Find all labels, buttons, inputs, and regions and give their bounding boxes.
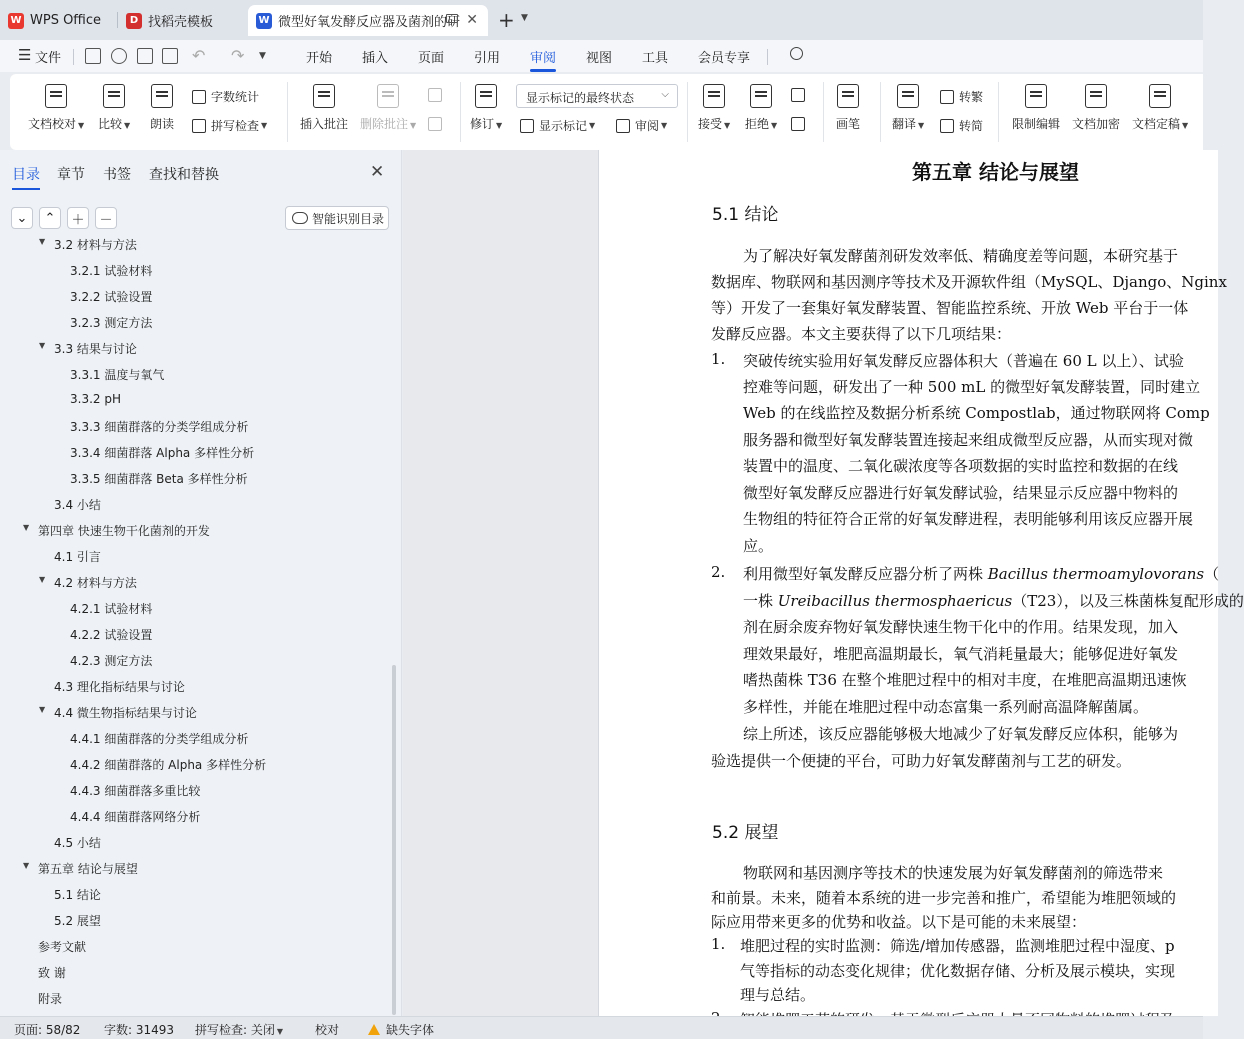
tab-bookmarks[interactable]: 书签 xyxy=(103,167,131,183)
compare-label: 比较 xyxy=(98,117,123,131)
tab-wps-office[interactable] xyxy=(8,5,112,36)
toc-item-label: 3.3 结果与讨论 xyxy=(54,342,137,356)
tab-find-replace[interactable]: 查找和替换 xyxy=(149,167,219,183)
paragraph-line: 综上所述，该反应器能够极大地减少了好氧发酵反应体积，能够为 xyxy=(743,725,1179,743)
accept-button[interactable]: 接受 ▼ xyxy=(698,84,730,132)
paragraph-line: 为了解决好氧发酵菌剂研发效率低、精确度差等问题，本研究基于 xyxy=(743,247,1179,265)
menu-page[interactable]: 页面 xyxy=(418,51,445,66)
list-item-line: 理与总结。 xyxy=(740,986,816,1004)
expand-toggle-icon[interactable]: ▼ xyxy=(39,705,46,714)
toc-item[interactable] xyxy=(38,964,66,981)
word-count-icon xyxy=(192,90,206,104)
prev-revision-icon xyxy=(791,88,805,102)
toc-item-label: 第四章 快速生物干化菌剂的开发 xyxy=(38,524,210,538)
search-icon[interactable] xyxy=(790,47,803,60)
toc-item[interactable] xyxy=(39,574,137,591)
toc-item-label: 3.2.1 试验材料 xyxy=(70,264,153,278)
restrict-edit-label: 限制编辑 xyxy=(1012,117,1061,131)
toc-item[interactable] xyxy=(39,340,137,357)
toc-item[interactable] xyxy=(23,860,138,877)
previous-revision-button[interactable] xyxy=(791,88,810,102)
toc-item-label: 4.4.3 细菌群落多重比较 xyxy=(70,784,201,798)
text-run: （ xyxy=(1204,565,1220,583)
comment-add-icon xyxy=(313,84,335,108)
toc-item-label: 4.4.2 细菌群落的 Alpha 多样性分析 xyxy=(70,758,267,772)
list-item-line: 多样性，并能在堆肥过程中动态富集一系列耐高温降解菌属。 xyxy=(743,698,1149,716)
add-heading-button[interactable] xyxy=(67,207,89,229)
list-item-line: 堆肥过程的实时监测：筛选/增加传感器，监测堆肥过程中湿度、p xyxy=(740,937,1175,955)
list-item-line: 服务器和微型好氧发酵装置连接起来组成微型反应器，从而实现对微 xyxy=(743,431,1194,449)
paragraph-line: 发酵反应器。本文主要获得了以下几项结果： xyxy=(711,325,1012,343)
expand-toggle-icon[interactable]: ▼ xyxy=(23,861,30,870)
finalize-doc-icon xyxy=(1149,84,1171,108)
ai-icon xyxy=(292,212,308,224)
toc-item[interactable] xyxy=(70,600,152,617)
spell-check-status[interactable]: 拼写检查: 关闭 ▼ xyxy=(195,1023,284,1037)
list-item-line: 理效果最好，堆肥高温期最长，氧气消耗量最大；能够促进好氧发 xyxy=(743,645,1179,663)
close-icon[interactable]: ✕ xyxy=(466,12,478,28)
doc-proof-button[interactable]: 文档校对 ▼ xyxy=(28,84,84,132)
toc-item-label: 参考文献 xyxy=(38,940,87,954)
toc-item[interactable] xyxy=(38,990,62,1007)
word-count-status[interactable]: 字数: 31493 xyxy=(104,1023,175,1037)
markup-state-value: 显示标记的最终状态 xyxy=(526,91,635,105)
expand-toggle-icon[interactable]: ▼ xyxy=(23,523,30,532)
revise-label: 修订 xyxy=(470,117,495,131)
undo-icon[interactable]: ↶ xyxy=(192,46,206,65)
lock-doc-icon xyxy=(1025,84,1047,108)
finalize-button[interactable]: 文档定稿 ▼ xyxy=(1132,84,1188,132)
tab-sections[interactable]: 章节 xyxy=(57,167,85,183)
chapter-title: 第五章 结论与展望 xyxy=(912,160,1079,184)
paragraph-line: 物联网和基因测序等技术的快速发展为好氧发酵菌剂的筛选带来 xyxy=(743,864,1164,882)
list-number: 1. xyxy=(711,935,726,953)
to-traditional-label: 转繁 xyxy=(959,90,984,104)
review-pane-icon xyxy=(616,119,630,133)
menu-review[interactable]: 审阅 xyxy=(530,47,556,66)
review-pane-button[interactable]: 审阅 ▼ xyxy=(616,117,667,134)
paragraph-line: 际应用带来更多的优势和收益。以下是可能的未来展望： xyxy=(711,913,1087,931)
print-preview-icon[interactable] xyxy=(162,48,178,64)
paragraph-line: 等）开发了一套集好氧发酵装置、智能监控系统、开放 Web 平台于一体 xyxy=(711,299,1189,317)
encrypt-button[interactable] xyxy=(1072,84,1120,132)
tab-label: WPS Office xyxy=(30,13,102,28)
prev-comment-icon xyxy=(428,88,442,102)
chevron-down-icon[interactable]: ▼ xyxy=(259,51,266,61)
encrypt-doc-icon xyxy=(1085,84,1107,108)
list-number: 1. xyxy=(711,350,726,368)
to-simplified-button[interactable] xyxy=(940,117,983,134)
list-item-line: 生物组的特征符合正常的好氧发酵进程，表明能够利用该反应器开展 xyxy=(743,510,1194,528)
tab-template[interactable] xyxy=(126,5,244,36)
ribbon-separator xyxy=(687,82,688,142)
list-item-line: 嗜热菌株 T36 在整个堆肥过程中的相对丰度，在堆肥高温期迅速恢 xyxy=(743,671,1187,689)
chevron-up-icon: ⌃ xyxy=(44,210,56,226)
toc-item[interactable] xyxy=(54,678,185,695)
document-page[interactable] xyxy=(598,150,1244,1016)
scrollbar-thumb[interactable] xyxy=(392,665,396,1015)
toc-item[interactable] xyxy=(39,704,197,721)
translate-label: 翻译 xyxy=(892,117,917,131)
toc-item-label: 第五章 结论与展望 xyxy=(38,862,138,876)
navigation-pane xyxy=(0,150,402,1016)
compare-button[interactable]: 比较 ▼ xyxy=(98,84,130,132)
spell-check-icon xyxy=(192,119,206,133)
toc-item[interactable] xyxy=(70,366,164,383)
text-run: 利用微型好氧发酵反应器分析了两株 xyxy=(743,565,988,583)
list-item-line: Web 的在线监控及数据分析系统 Compostlab，通过物联网将 Comp xyxy=(743,404,1210,422)
toc-item[interactable] xyxy=(70,262,152,279)
word-count-label: 字数统计 xyxy=(211,90,260,104)
next-comment-icon xyxy=(428,117,442,131)
reject-icon xyxy=(750,84,772,108)
text-run: 一株 xyxy=(743,592,778,610)
toc-item-label: 3.2.3 测定方法 xyxy=(70,316,153,330)
chevron-down-icon[interactable]: ▼ xyxy=(521,13,528,23)
next-revision-button[interactable] xyxy=(791,117,810,131)
toc-item[interactable] xyxy=(70,626,152,643)
toc-item-label: 5.2 展望 xyxy=(54,914,101,928)
ribbon-separator xyxy=(823,82,824,142)
markup-state-dropdown[interactable] xyxy=(516,84,678,108)
translate-button[interactable]: 翻译 ▼ xyxy=(892,84,924,132)
toc-item[interactable] xyxy=(54,496,101,513)
ribbon-separator xyxy=(880,82,881,142)
toc-list xyxy=(0,237,395,1016)
docer-logo-icon: D xyxy=(126,13,142,29)
list-item-line: 装置中的温度、二氧化碳浓度等各项数据的实时监控和数据的在线 xyxy=(743,457,1179,475)
print-icon[interactable] xyxy=(137,48,153,64)
menu-references[interactable]: 引用 xyxy=(474,51,501,66)
toc-item[interactable] xyxy=(38,938,86,955)
accept-icon xyxy=(703,84,725,108)
smart-toc-button[interactable] xyxy=(285,206,389,230)
missing-font-status[interactable] xyxy=(368,1021,434,1038)
traditional-icon xyxy=(940,90,954,104)
writer-logo-icon: W xyxy=(256,13,272,29)
simplified-icon xyxy=(940,119,954,133)
menu-insert[interactable]: 插入 xyxy=(362,51,389,66)
toc-item[interactable] xyxy=(54,548,101,565)
toc-item[interactable] xyxy=(70,652,152,669)
spell-check-button[interactable]: 拼写检查 ▼ xyxy=(192,117,267,134)
tab-label: 微型好氧发酵反应器及菌剂的研 xyxy=(278,15,461,30)
warning-icon xyxy=(368,1024,380,1035)
toc-item-label: 4.2.1 试验材料 xyxy=(70,602,153,616)
show-markup-button[interactable]: 显示标记 ▼ xyxy=(520,117,595,134)
toc-item[interactable] xyxy=(54,886,101,903)
missing-font-label: 缺失字体 xyxy=(386,1023,435,1037)
hamburger-icon[interactable]: ☰ xyxy=(18,46,32,64)
next-revision-icon xyxy=(791,117,805,131)
toc-item-label: 4.5 小结 xyxy=(54,836,101,850)
list-item-line: 应。 xyxy=(743,537,774,555)
toc-item-label: 3.2.2 试验设置 xyxy=(70,290,153,304)
toc-item-label: 4.3 理化指标结果与讨论 xyxy=(54,680,185,694)
doc-proof-icon xyxy=(45,84,67,108)
toc-item-label: 4.4.1 细菌群落的分类学组成分析 xyxy=(70,732,249,746)
spell-check-label: 拼写检查 xyxy=(211,119,260,133)
paragraph-line: 验选提供一个便捷的平台，可助力好氧发酵菌剂与工艺的研发。 xyxy=(711,752,1132,770)
word-count-button[interactable] xyxy=(192,88,259,105)
close-icon[interactable]: ✕ xyxy=(370,162,385,182)
text-run: （T23），以及三株菌株复配形成的 xyxy=(1012,592,1244,610)
reject-label: 拒绝 xyxy=(745,117,770,131)
plus-icon: ＋ xyxy=(71,212,85,228)
list-item-line xyxy=(743,590,1244,611)
tab-document[interactable] xyxy=(248,5,488,36)
tab-separator xyxy=(117,12,118,28)
tab-label: 找稻壳模板 xyxy=(148,15,214,30)
list-item-line: 突破传统实验用好氧发酵反应器体积大（普遍在 60 L 以上）、试验 xyxy=(743,352,1184,370)
expand-toggle-icon[interactable]: ▼ xyxy=(39,575,46,584)
spell-check-status-label: 拼写检查: 关闭 xyxy=(195,1023,275,1037)
review-pane-label: 审阅 xyxy=(635,119,660,133)
toc-item-label: 4.4.4 细菌群落网络分析 xyxy=(70,810,201,824)
toc-item-label: 附录 xyxy=(38,992,63,1006)
show-markup-label: 显示标记 xyxy=(539,119,588,133)
chevron-down-icon: ⌵ xyxy=(661,89,669,100)
collapse-all-button[interactable] xyxy=(39,207,61,229)
toc-item-label: 3.3.1 温度与氧气 xyxy=(70,368,165,382)
toc-item[interactable] xyxy=(70,314,152,331)
toc-item-label: 3.3.4 细菌群落 Alpha 多样性分析 xyxy=(70,446,255,460)
list-number: 2. xyxy=(711,563,726,581)
insert-comment-button[interactable] xyxy=(300,84,348,132)
ribbon-separator xyxy=(998,82,999,142)
toc-item[interactable] xyxy=(39,236,137,253)
species-name: Bacillus thermoamylovorans xyxy=(987,565,1205,583)
ribbon-separator xyxy=(460,82,461,142)
translate-icon xyxy=(897,84,919,108)
new-tab-button[interactable]: + xyxy=(498,8,515,32)
compare-icon xyxy=(103,84,125,108)
ink-label: 画笔 xyxy=(836,117,861,131)
delete-comment-button[interactable]: 删除批注 ▼ xyxy=(360,84,416,132)
minus-icon: － xyxy=(99,212,113,228)
list-item-line: 控难等问题，研发出了一种 500 mL 的微型好氧发酵装置，同时建立 xyxy=(743,378,1201,396)
proof-status[interactable]: 校对 xyxy=(315,1023,340,1037)
doc-proof-label: 文档校对 xyxy=(28,117,77,131)
toc-item[interactable] xyxy=(70,444,254,461)
finalize-label: 文档定稿 xyxy=(1132,117,1181,131)
revise-icon xyxy=(475,84,497,108)
to-traditional-button[interactable] xyxy=(940,88,983,105)
save-icon[interactable] xyxy=(85,48,101,64)
read-aloud-button[interactable] xyxy=(150,84,174,132)
next-comment-button[interactable] xyxy=(428,117,447,131)
toc-item-label: 致 谢 xyxy=(38,966,66,980)
toc-item-label: 3.3.5 细菌群落 Beta 多样性分析 xyxy=(70,472,248,486)
toc-item-label: 4.4 微生物指标结果与讨论 xyxy=(54,706,197,720)
paragraph-line: 和前景。未来，随着本系统的进一步完善和推广，希望能为堆肥领域的 xyxy=(711,889,1177,907)
read-aloud-label: 朗读 xyxy=(150,117,175,131)
reject-button[interactable]: 拒绝 ▼ xyxy=(745,84,777,132)
paragraph-line: 数据库、物联网和基因测序等技术及开源软件组（MySQL、Django、Nginx xyxy=(711,273,1227,291)
toc-item[interactable] xyxy=(70,782,200,799)
menu-view[interactable]: 视图 xyxy=(586,51,613,66)
monitor-icon[interactable] xyxy=(446,14,458,23)
to-simplified-label: 转简 xyxy=(959,119,984,133)
page-indicator[interactable]: 页面: 58/82 xyxy=(14,1023,81,1037)
show-markup-icon xyxy=(520,119,534,133)
previous-comment-button[interactable] xyxy=(428,88,447,102)
share-icon[interactable] xyxy=(111,48,127,64)
menu-member[interactable]: 会员专享 xyxy=(698,51,751,66)
status-bar xyxy=(0,1016,1203,1039)
menu-separator xyxy=(767,49,768,65)
toc-item[interactable] xyxy=(70,470,248,487)
toc-item-label: 3.4 小结 xyxy=(54,498,101,512)
document-area xyxy=(403,150,1244,1016)
toc-item-label: 5.1 结论 xyxy=(54,888,101,902)
tab-bar xyxy=(0,0,1203,40)
ribbon-separator xyxy=(287,82,288,142)
toc-item-label: 3.3.2 pH xyxy=(70,392,121,406)
accept-label: 接受 xyxy=(698,117,723,131)
toc-item-label: 4.2 材料与方法 xyxy=(54,576,137,590)
menu-separator xyxy=(73,49,74,65)
wps-logo-icon: W xyxy=(8,13,24,29)
toc-item[interactable] xyxy=(70,418,248,435)
toc-item[interactable] xyxy=(54,834,101,851)
toc-item[interactable] xyxy=(54,912,101,929)
toc-item-label: 3.3.3 细菌群落的分类学组成分析 xyxy=(70,420,249,434)
list-item-line: 气等指标的动态变化规律；优化数据存储、分析及展示模块，实现 xyxy=(740,962,1176,980)
toc-item[interactable] xyxy=(70,392,121,406)
toc-item[interactable] xyxy=(70,288,152,305)
toc-item[interactable] xyxy=(23,522,210,539)
delete-comment-label: 删除批注 xyxy=(360,117,409,131)
toc-item-label: 4.1 引言 xyxy=(54,550,101,564)
revise-button[interactable]: 修订 ▼ xyxy=(470,84,502,132)
menu-tools[interactable]: 工具 xyxy=(642,51,669,66)
insert-comment-label: 插入批注 xyxy=(300,117,349,131)
toc-item-label: 3.2 材料与方法 xyxy=(54,238,137,252)
expand-all-button[interactable] xyxy=(11,207,33,229)
redo-icon[interactable]: ↷ xyxy=(231,46,245,65)
toc-item-label: 4.2.2 试验设置 xyxy=(70,628,153,642)
tab-toc[interactable]: 目录 xyxy=(12,164,40,184)
toc-item[interactable] xyxy=(70,756,266,773)
toc-item-label: 4.2.3 测定方法 xyxy=(70,654,153,668)
species-name: Ureibacillus thermosphaericus xyxy=(777,592,1013,610)
menu-file[interactable]: 文件 xyxy=(35,51,62,66)
section-heading: 5.1 结论 xyxy=(712,205,779,225)
read-aloud-icon xyxy=(151,84,173,108)
ink-button[interactable] xyxy=(836,84,860,132)
comment-delete-icon xyxy=(377,84,399,108)
list-item-line: 微型好氧发酵反应器进行好氧发酵试验，结果显示反应器中物料的 xyxy=(743,484,1179,502)
restrict-edit-button[interactable] xyxy=(1012,84,1060,132)
remove-heading-button[interactable] xyxy=(95,207,117,229)
toc-item[interactable] xyxy=(70,730,248,747)
menu-home[interactable]: 开始 xyxy=(306,51,333,66)
smart-toc-label: 智能识别目录 xyxy=(312,211,385,226)
encrypt-label: 文档加密 xyxy=(1072,117,1121,131)
expand-toggle-icon[interactable]: ▼ xyxy=(39,341,46,350)
toc-item[interactable] xyxy=(70,808,200,825)
expand-toggle-icon[interactable]: ▼ xyxy=(39,237,46,246)
chevron-down-icon: ⌄ xyxy=(16,210,28,226)
list-item-line: 剂在厨余废弃物好氧发酵快速生物干化中的作用。结果发现，加入 xyxy=(743,618,1179,636)
section-heading: 5.2 展望 xyxy=(712,823,779,843)
menu-bar xyxy=(0,40,1203,72)
pen-icon xyxy=(837,84,859,108)
review-ribbon xyxy=(10,74,1203,150)
list-item-line xyxy=(743,563,1219,584)
